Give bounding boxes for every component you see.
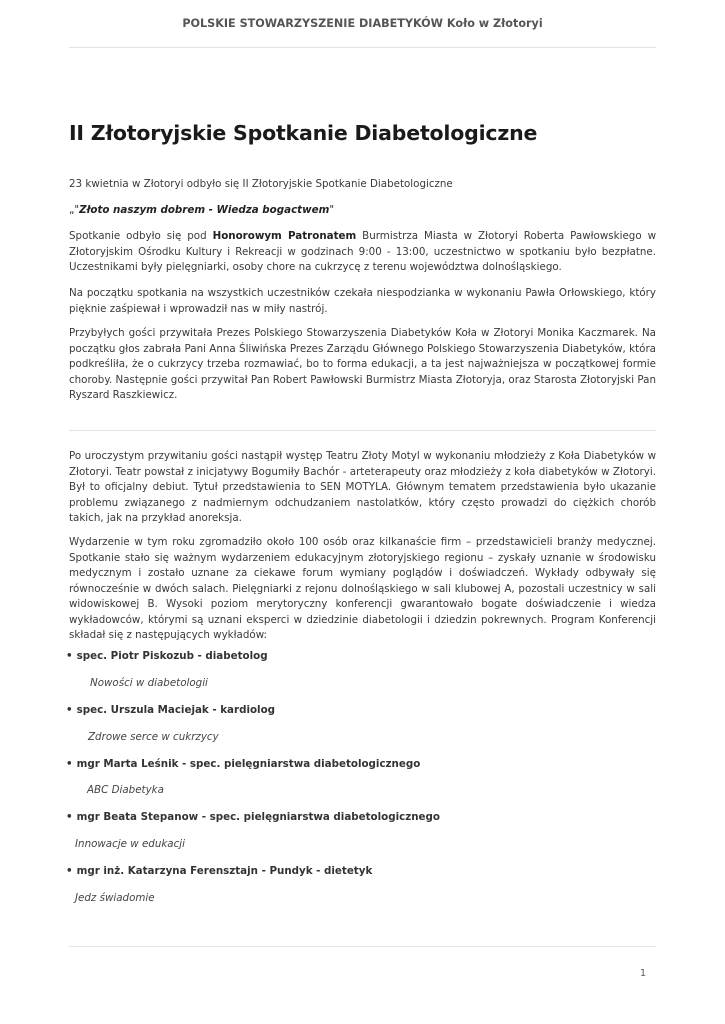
bullet-icon: •	[66, 865, 73, 877]
bullet-icon: •	[66, 811, 73, 823]
bullet-icon: •	[66, 650, 73, 662]
lecture-topic: Jedz świadomie	[75, 892, 155, 904]
motto-close-quote: "	[329, 204, 335, 216]
lecture-item	[66, 865, 372, 877]
paragraph-patronage-end: Burmistrza Miasta w Złotoryi Roberta Pawłowskiego w Złotoryjskim Ośrodku Kultury i Rekreacji w godzinach 9:00 - 13:00, uczestnictwo w spotkaniu było bezpłatne. Uczestnikami były pielęgniarki, osoby chore na cukrzycę z terenu województwa dolnośląskiego.	[69, 230, 656, 273]
paragraph-conference: Wydarzenie w tym roku zgromadziło około 100 osób oraz kilkanaście firm – przedstawicieli branży medycznej. Spotkanie stało się ważnym wydarzeniem edukacyjnym złotoryjskiego regionu – zyskały uznanie w środowisku medycznym i zostało uznane za ciekawe forum wymiany poglądów i doświadczeń. Wykłady odbywały się równocześnie w dwóch salach. Pielęgniarki z rejonu dolnośląskiego w sali klubowej A, pozostali uczestnicy w sali widowiskowej B. Wysoki poziom merytoryczny konferencji gwarantowało bogate doświadczenie i wiedza wykładowców, którymi są uznani eksperci w dziedzinie diabetologii i dziedzin pokrewnych. Program Konferencji składał się z następujących wykładów:	[69, 536, 656, 641]
motto-open-quote: „"	[69, 204, 80, 216]
lecture-speaker: spec. Piotr Piskozub - diabetolog	[76, 650, 268, 662]
page-header: POLSKIE STOWARZYSZENIE DIABETYKÓW Koło w Złotoryi	[182, 17, 543, 30]
lecture-topic: Zdrowe serce w cukrzycy	[88, 731, 219, 743]
header-divider	[69, 47, 656, 48]
paragraph-surprise: Na początku spotkania na wszystkich uczestników czekała niespodzianka w wykonaniu Pawła Orłowskiego, który pięknie zaśpiewał i wprowadził nas w miły nastrój.	[69, 287, 656, 315]
lecture-topic: Innowacje w edukacji	[75, 838, 185, 850]
paragraph-patronage	[69, 229, 656, 276]
lecture-speaker: spec. Urszula Maciejak - kardiolog	[76, 704, 276, 716]
footer-divider	[69, 946, 656, 947]
article-title: II Złotoryjskie Spotkanie Diabetologiczne	[69, 121, 538, 145]
motto	[69, 204, 334, 216]
lecture-topic: ABC Diabetyka	[87, 784, 164, 796]
paragraph-theatre: Po uroczystym przywitaniu gości nastąpił występ Teatru Złoty Motyl w wykonaniu młodzieży z Koła Diabetyków w Złotoryi. Teatr powstał z inicjatywy Bogumiły Bachór - arteterapeuty oraz młodzieży z koła diabetyków w Złotoryi. Był to oficjalny debiut. Tytuł przedstawienia to SEN MOTYLA. Głównym tematem przedstawienia było ukazanie problemu związanego z nadmiernym odchudzaniem nastolatków, który często prowadzi do ciężkich chorób takich, jak na przykład anoreksja.	[69, 450, 656, 524]
lecture-item	[66, 758, 420, 770]
lecture-item	[66, 704, 275, 716]
lecture-speaker: mgr inż. Katarzyna Ferensztajn - Pundyk - dietetyk	[76, 865, 373, 877]
lecture-speaker: mgr Beata Stepanow - spec. pielęgniarstwa diabetologicznego	[76, 811, 440, 823]
lecture-item	[66, 650, 268, 662]
bullet-icon: •	[66, 704, 73, 716]
lecture-item	[66, 811, 440, 823]
section-divider	[69, 430, 656, 431]
paragraph-welcome: Przybyłych gości przywitała Prezes Polskiego Stowarzyszenia Diabetyków Koła w Złotoryi Monika Kaczmarek. Na początku głos zabrała Pani Anna Śliwińska Prezes Zarządu Głównego Polskiego Stowarzyszenia Diabetyków, która podkreśliła, że o cukrzycy trzeba rozmawiać, bo to forma edukacji, a ta jest najważniejsza w początkowej formie choroby. Następnie gości przywitał Pan Robert Pawłowski Burmistrz Miasta Złotoryja, oraz Starosta Złotoryjski Pan Ryszard Raszkiewicz.	[69, 327, 656, 401]
lecture-topic: Nowości w diabetologii	[90, 677, 208, 689]
patronage-bold-text: Honorowym Patronatem	[212, 230, 357, 242]
bullet-icon: •	[66, 758, 73, 770]
page-number: 1	[640, 968, 647, 979]
motto-text: Złoto naszym dobrem - Wiedza bogactwem	[79, 204, 330, 216]
intro-paragraph: 23 kwietnia w Złotoryi odbyło się II Złotoryjskie Spotkanie Diabetologiczne	[69, 178, 453, 190]
lecture-speaker: mgr Marta Leśnik - spec. pielęgniarstwa diabetologicznego	[76, 758, 421, 770]
paragraph-patronage-start: Spotkanie odbyło się pod	[69, 230, 213, 242]
